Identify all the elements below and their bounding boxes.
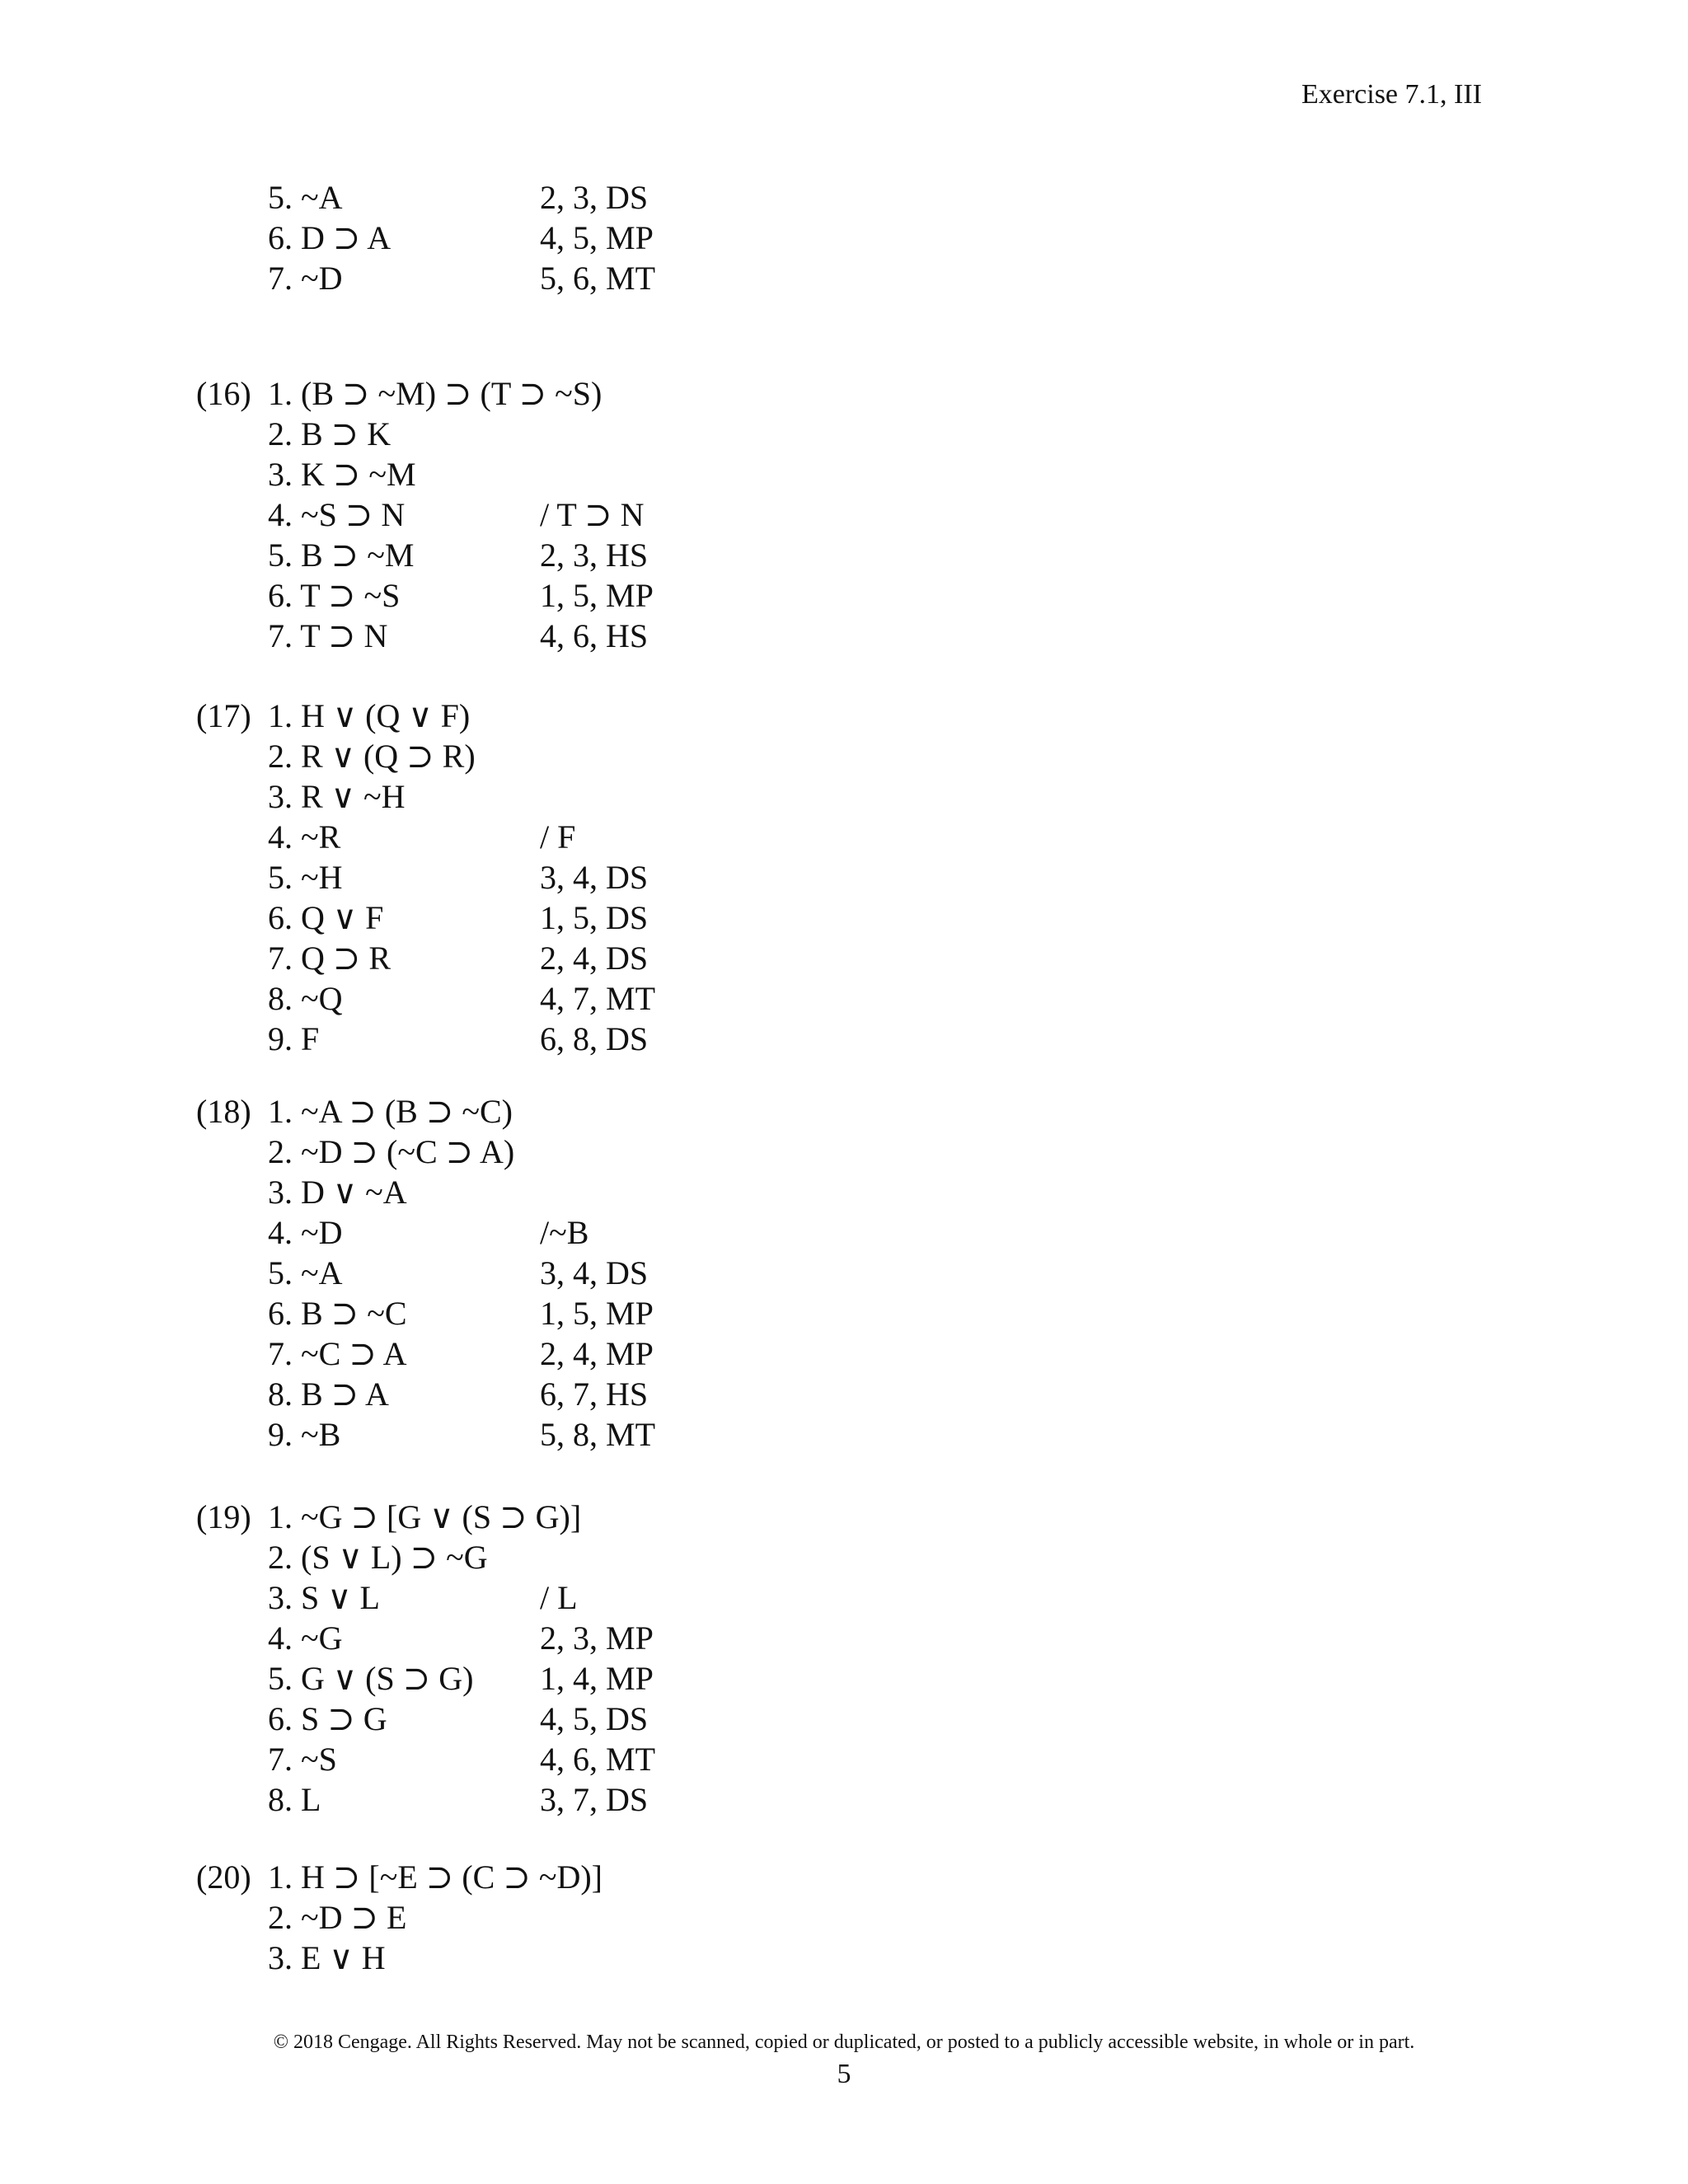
proof-statement: 7. ~C ⊃ A <box>268 1335 407 1372</box>
proof-statement: 3. D ∨ ~A <box>268 1174 407 1211</box>
proof-statement: 8. B ⊃ A <box>268 1376 389 1413</box>
proof-statement: 5. ~A <box>268 1254 343 1291</box>
proof-justification: 1, 5, MP <box>540 577 654 614</box>
proof-statement: 1. (B ⊃ ~M) ⊃ (T ⊃ ~S) <box>268 375 603 412</box>
problem-number: (16) <box>196 375 251 412</box>
copyright-footer: © 2018 Cengage. All Rights Reserved. May not be scanned, copied or duplicated, or posted to a publicly accessible website, in whole or in part. <box>273 2032 1415 2053</box>
proof-justification: /~B <box>540 1214 589 1251</box>
proof-justification: 5, 8, MT <box>540 1416 655 1453</box>
proof-statement: 2. (S ∨ L) ⊃ ~G <box>268 1539 488 1576</box>
proof-justification: 4, 6, HS <box>540 617 649 654</box>
proof-statement: 4. ~S ⊃ N <box>268 496 406 533</box>
proof-statement: 1. H ∨ (Q ∨ F) <box>268 697 471 734</box>
proof-justification: / T ⊃ N <box>540 496 645 533</box>
proof-justification: 3, 4, DS <box>540 859 649 896</box>
proof-statement: 5. ~A <box>268 179 343 216</box>
proof-statement: 5. ~H <box>268 859 343 896</box>
proof-justification: 2, 3, MP <box>540 1619 654 1657</box>
proof-statement: 7. ~S <box>268 1741 337 1778</box>
proof-statement: 6. D ⊃ A <box>268 219 392 256</box>
page-header: Exercise 7.1, III <box>1301 79 1482 110</box>
proof-justification: 2, 3, HS <box>540 537 649 574</box>
proof-justification: 4, 7, MT <box>540 980 655 1017</box>
proof-statement: 2. ~D ⊃ (~C ⊃ A) <box>268 1133 515 1170</box>
proof-justification: 1, 5, MP <box>540 1295 654 1332</box>
proof-statement: 6. S ⊃ G <box>268 1700 387 1737</box>
proof-statement: 4. ~R <box>268 818 341 855</box>
proof-statement: 8. L <box>268 1781 321 1818</box>
proof-statement: 4. ~D <box>268 1214 343 1251</box>
proof-statement: 7. T ⊃ N <box>268 617 388 654</box>
proof-justification: / L <box>540 1579 578 1616</box>
proof-statement: 2. ~D ⊃ E <box>268 1899 407 1936</box>
proof-statement: 3. R ∨ ~H <box>268 778 406 815</box>
proof-statement: 2. R ∨ (Q ⊃ R) <box>268 738 476 775</box>
proof-statement: 1. ~G ⊃ [G ∨ (S ⊃ G)] <box>268 1498 582 1535</box>
proof-justification: 2, 4, MP <box>540 1335 654 1372</box>
proof-justification: 4, 6, MT <box>540 1741 655 1778</box>
problem-number: (18) <box>196 1093 251 1130</box>
proof-justification: 1, 4, MP <box>540 1660 654 1697</box>
proof-statement: 3. K ⊃ ~M <box>268 456 416 493</box>
proof-statement: 3. S ∨ L <box>268 1579 380 1616</box>
proof-justification: 3, 7, DS <box>540 1781 649 1818</box>
proof-statement: 9. F <box>268 1020 320 1057</box>
proof-justification: 4, 5, DS <box>540 1700 649 1737</box>
proof-statement: 7. Q ⊃ R <box>268 940 392 977</box>
proof-justification: 6, 7, HS <box>540 1376 649 1413</box>
proof-statement: 9. ~B <box>268 1416 341 1453</box>
problem-number: (17) <box>196 697 251 734</box>
proof-statement: 6. Q ∨ F <box>268 899 384 936</box>
page-number: 5 <box>837 2059 851 2089</box>
proof-justification: 2, 3, DS <box>540 179 649 216</box>
proof-statement: 6. B ⊃ ~C <box>268 1295 407 1332</box>
proof-statement: 1. ~A ⊃ (B ⊃ ~C) <box>268 1093 513 1130</box>
proof-statement: 4. ~G <box>268 1619 343 1657</box>
proof-justification: 5, 6, MT <box>540 260 655 297</box>
proof-statement: 3. E ∨ H <box>268 1939 386 1976</box>
proof-justification: 2, 4, DS <box>540 940 649 977</box>
problem-number: (20) <box>196 1858 251 1896</box>
proof-justification: 3, 4, DS <box>540 1254 649 1291</box>
proof-justification: 4, 5, MP <box>540 219 654 256</box>
proof-statement: 7. ~D <box>268 260 343 297</box>
proof-justification: / F <box>540 818 576 855</box>
proof-statement: 2. B ⊃ K <box>268 415 392 452</box>
proof-statement: 5. B ⊃ ~M <box>268 537 415 574</box>
proof-statement: 1. H ⊃ [~E ⊃ (C ⊃ ~D)] <box>268 1858 603 1896</box>
proof-justification: 6, 8, DS <box>540 1020 649 1057</box>
problem-number: (19) <box>196 1498 251 1535</box>
proof-statement: 5. G ∨ (S ⊃ G) <box>268 1660 474 1697</box>
proof-justification: 1, 5, DS <box>540 899 649 936</box>
proof-statement: 6. T ⊃ ~S <box>268 577 401 614</box>
proof-statement: 8. ~Q <box>268 980 343 1017</box>
